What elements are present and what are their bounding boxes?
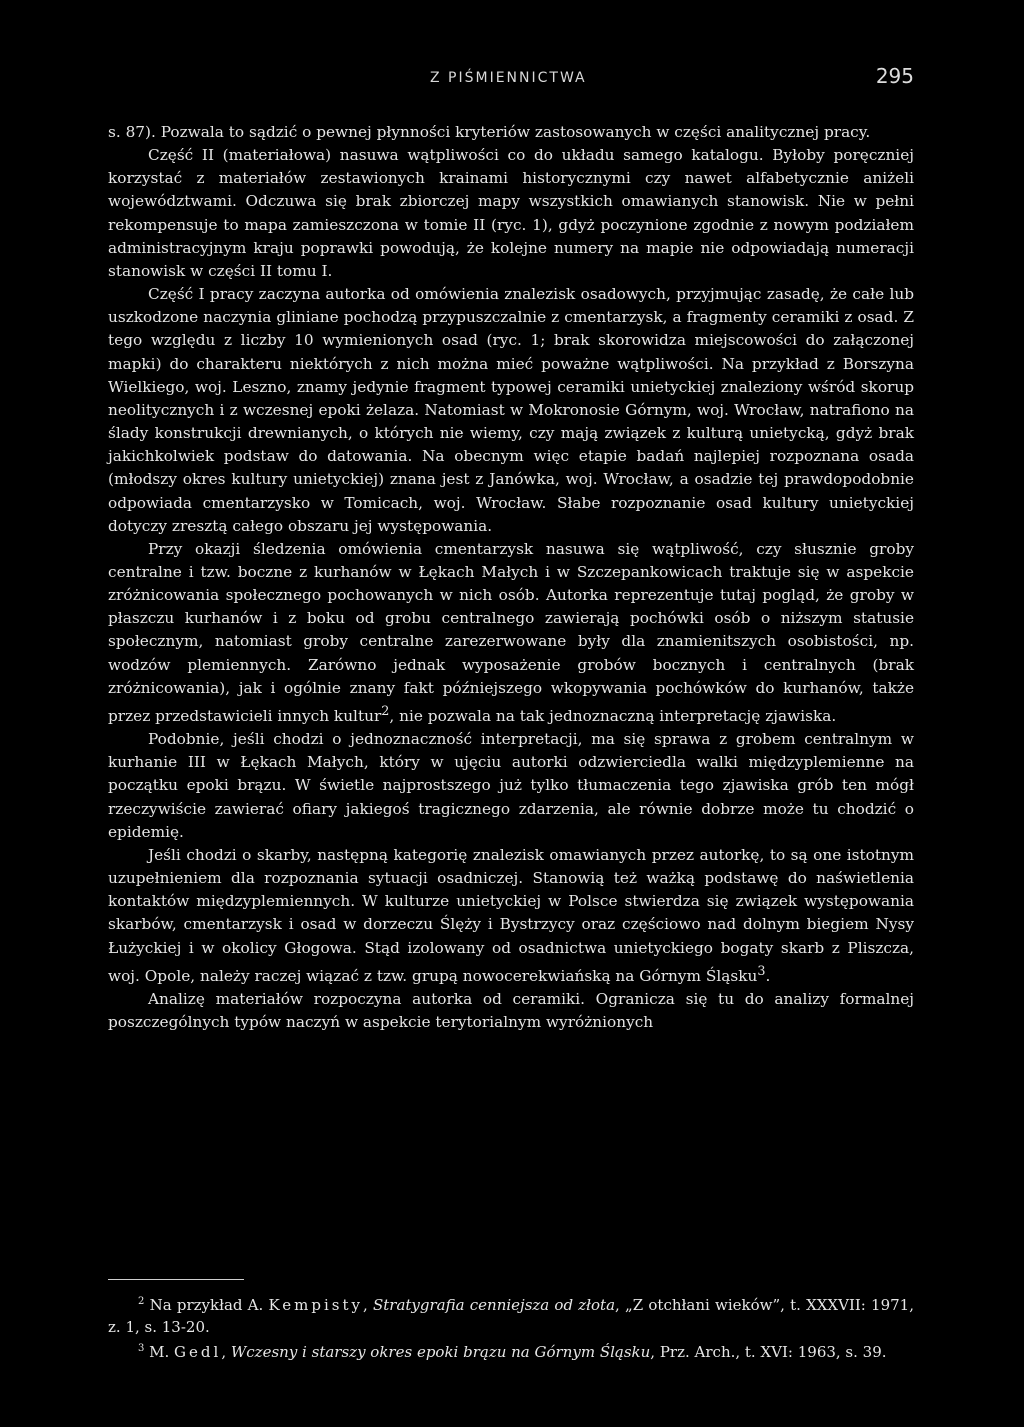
body-text [108,121,914,1034]
paragraph-3 [108,283,914,538]
paragraph-5 [108,728,914,844]
footnote-3-sep: , [221,1343,231,1361]
footnote-2-sep: , [363,1296,373,1314]
paragraph-6-text: Jeśli chodzi o skarby, następną kategorię znalezisk omawianych przez autorkę, to są one istotnym uzupełnieniem dla rozpoznania sytuacji osadniczej. Stanowią też ważką podstawę do naświetlenia kontaktów międzyplemiennych. W kulturze unietyckiej w Polsce stwierdza się związek występowania skarbów, cmentarzysk i osad w dorzeczu Ślęży i Bystrzycy oraz częściowo nad dolnym biegiem Nysy Łużyckiej i w okolicy Głogowa. Stąd izolowany od osadnictwa unietyckiego bogaty skarb z Pliszcza, woj. Opole, należy raczej wiązać z tzw. grupą nowocerekwiańską na Górnym Śląsku [108,845,914,985]
footnote-2-author: Kempisty [268,1296,364,1314]
paragraph-1 [108,121,914,144]
footnotes [108,1291,914,1364]
footnote-3-author: Gedl [174,1343,222,1361]
paragraph-5-text: Podobnie, jeśli chodzi o jednoznaczność interpretacji, ma się sprawa z grobem centralnym w kurhanie III w Łękach Małych, który w ujęciu autorki odzwierciedla walki międzyplemienne na początku epoki brązu. W świetle najprostszego już tylko tłumaczenia tego zjawiska grób ten mógł rzeczywiście zawierać ofiary jakiegoś tragicznego zdarzenia, ale równie dobrze może tu chodzić o epidemię. [108,730,914,841]
paragraph-6-end: . [765,966,771,985]
paragraph-2 [108,144,914,283]
footnote-3-pre: M. [144,1343,175,1361]
footnote-2 [108,1291,914,1338]
footnote-2-pre: Na przykład A. [144,1296,269,1314]
running-head: Z PIŚMIENNICTWA [430,70,587,86]
footnote-3 [108,1338,914,1364]
paragraph-1-text: s. 87). Pozwala to sądzić o pewnej płynności kryteriów zastosowanych w części analitycznej pracy. [108,123,871,141]
paragraph-3-text: Część I pracy zaczyna autorka od omówienia znalezisk osadowych, przyjmując zasadę, że całe lub uszkodzone naczynia gliniane pochodzą przypuszczalnie z cmentarzysk, a fragmenty ceramiki z osad. Z tego względu z liczby 10 wymienionych osad (ryc. 1; brak skorowidza miejscowości do załączonej mapki) do charakteru niektórych z nich można mieć poważne wątpliwości. Na przykład z Borszyna Wielkiego, woj. Leszno, znamy jedynie fragment typowej ceramiki unietyckiej znaleziony wśród skorup neolitycznych i z wczesnej epoki żelaza. Natomiast w Mokronosie Górnym, woj. Wrocław, natrafiono na ślady konstrukcji drewnianych, o których nie wiemy, czy mają związek z kulturą unietycką, gdyż brak jakichkolwiek podstaw do datowania. Na obecnym więc etapie badań najlepiej rozpoznana osada (młodszy okres kultury unietyckiej) znana jest z Janówka, woj. Wrocław, a osadzie tej prawdopodobnie odpowiada cmentarzysko w Tomicach, woj. Wrocław. Słabe rozpoznanie osad kultury unietyckiej dotyczy zresztą całego obszaru jej występowania. [108,285,914,535]
paragraph-6 [108,844,914,988]
footnote-3-mark: 3 [138,1343,145,1354]
page-header [108,64,914,100]
paragraph-4-text: Przy okazji śledzenia omówienia cmentarzysk nasuwa się wątpliwość, czy słusznie groby centralne i tzw. boczne z kurhanów w Łękach Małych i w Szczepankowicach traktuje się w aspekcie zróżnicowania społecznego pochowanych w nich osób. Autorka reprezentuje tutaj pogląd, że groby w płaszczu kurhanów i z boku od grobu centralnego zawierają pochówki osób o niższym statusie społecznym, natomiast groby centralne zarezerwowane były dla znamienitszych osobistości, np. wodzów plemiennych. Zarówno jednak wyposażenie grobów bocznych i centralnych (brak zróżnicowania), jak i ogólnie znany fakt późniejszego wkopywania pochówków do kurhanów, także przez przedstawicieli innych kultur [108,539,914,725]
paragraph-7 [108,988,914,1034]
paragraph-7-text: Analizę materiałów rozpoczyna autorka od ceramiki. Ogranicza się tu do analizy formalnej poszczególnych typów naczyń w aspekcie terytorialnym wyróżnionych [108,989,914,1032]
paragraph-4 [108,538,914,728]
footnote-2-title: Stratygrafia cenniejsza od złota [372,1296,616,1314]
footnote-3-rest: , Prz. Arch., t. XVI: 1963, s. 39. [650,1343,887,1361]
page-number: 295 [875,64,914,88]
footnote-ref-2: 2 [381,703,390,719]
footnote-ref-3: 3 [757,963,766,979]
footnote-divider [108,1279,244,1280]
paragraph-2-text: Część II (materiałowa) nasuwa wątpliwości co do układu samego katalogu. Byłoby poręczniej korzystać z materiałów zestawionych krainami historycznymi czy nawet alfabetycznie aniżeli województwami. Odczuwa się brak zbiorczej mapy wszystkich omawianych stanowisk. Nie w pełni rekompensuje to mapa zamieszczona w tomie II (ryc. 1), gdyż poczynione zgodnie z nowym podziałem administracyjnym kraju poprawki powodują, że kolejne numery na mapie nie odpowiadają numeracji stanowisk w części II tomu I. [108,146,914,280]
footnote-2-mark: 2 [138,1296,145,1307]
footnote-2-rest: , „Z otchłani wieków”, t. XXXVII: 1971, z. 1, s. 13-20. [108,1296,914,1336]
footnote-3-title: Wczesny i starszy okres epoki brązu na Górnym Śląsku [230,1343,651,1361]
paragraph-4-end: , nie pozwala na tak jednoznaczną interpretację zjawiska. [389,707,837,725]
